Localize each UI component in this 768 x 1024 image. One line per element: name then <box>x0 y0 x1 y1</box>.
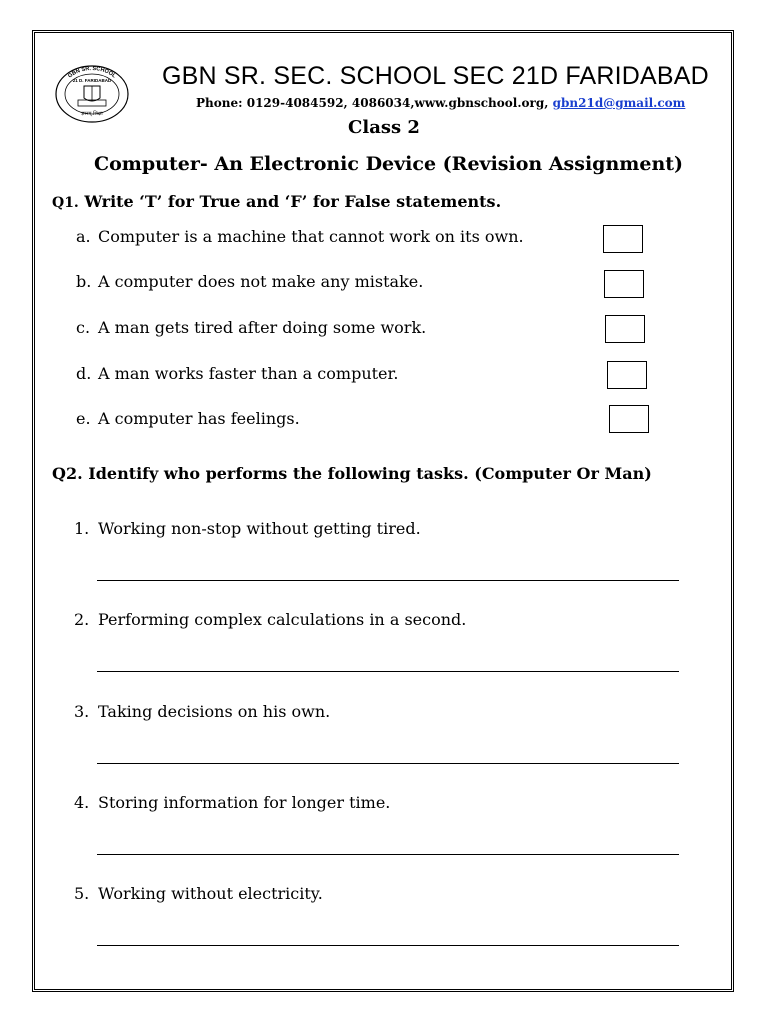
tf-item-a: a. Computer is a machine that cannot work on its own. <box>76 227 524 246</box>
email-link[interactable]: gbn21d@gmail.com <box>552 96 686 110</box>
q1-number: Q1. <box>52 195 79 211</box>
tf-item-c: c. A man gets tired after doing some work. <box>76 318 427 337</box>
q2-heading: Q2. Identify who performs the following tasks. (Computer Or Man) <box>52 464 652 483</box>
answer-line-4[interactable] <box>97 854 679 855</box>
school-logo <box>54 64 130 124</box>
answer-box-b[interactable] <box>604 270 644 298</box>
task-item-3: 3. Taking decisions on his own. <box>74 702 331 721</box>
task-item-4: 4. Storing information for longer time. <box>74 793 391 812</box>
class-label: Class 2 <box>348 117 420 138</box>
assignment-title: Computer- An Electronic Device (Revision Assignment) <box>94 153 684 175</box>
phone-text: Phone: 0129-4084592, 4086034,www.gbnschool.org, <box>196 96 553 110</box>
logo-motto: ज्ञानम् शिक्षा <box>81 111 103 117</box>
task-item-5: 5. Working without electricity. <box>74 884 323 903</box>
answer-box-c[interactable] <box>605 315 645 343</box>
task-item-1: 1. Working non-stop without getting tired. <box>74 519 421 538</box>
answer-line-3[interactable] <box>97 763 679 764</box>
tf-item-d: d. A man works faster than a computer. <box>76 364 399 383</box>
logo-top-text: GBN SR. SCHOOL <box>67 65 117 80</box>
answer-line-1[interactable] <box>97 580 679 581</box>
answer-box-e[interactable] <box>609 405 649 433</box>
school-name: GBN SR. SEC. SCHOOL SEC 21D FARIDABAD <box>162 62 709 90</box>
tf-item-b: b. A computer does not make any mistake. <box>76 272 424 291</box>
answer-line-5[interactable] <box>97 945 679 946</box>
tf-item-e: e. A computer has feelings. <box>76 409 300 428</box>
answer-line-2[interactable] <box>97 671 679 672</box>
answer-box-d[interactable] <box>607 361 647 389</box>
q1-heading <box>52 192 501 211</box>
answer-box-a[interactable] <box>603 225 643 253</box>
q1-heading-text: Write ‘T’ for True and ‘F’ for False statements. <box>84 192 502 211</box>
logo-sub-text: 21 D. FARIDABAD <box>72 78 112 83</box>
contact-line <box>196 96 685 110</box>
task-item-2: 2. Performing complex calculations in a second. <box>74 610 467 629</box>
